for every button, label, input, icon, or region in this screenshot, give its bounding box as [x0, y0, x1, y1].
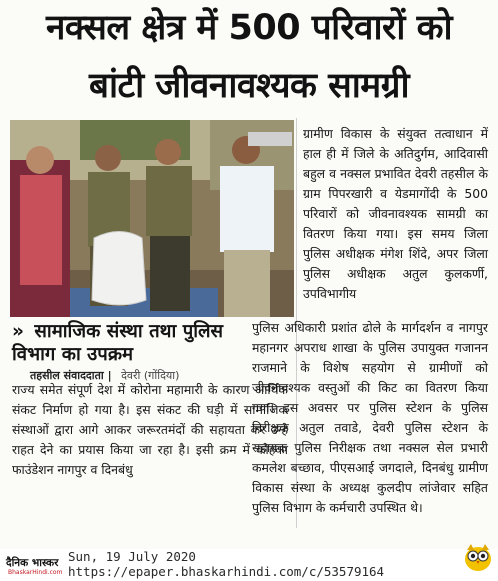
subheading-text: सामाजिक संस्था तथा पुलिस विभाग का उपक्रम [12, 321, 224, 365]
article-lower-right: पुलिस अधिकारी प्रशांत ढोले के मार्गदर्शन व नागपुर महानगर अपराध शाखा के पुलिस उपायुक्त गजानन राजमाने के विशेष सहयोग से ग्रामीणों को जीवनावश्यक वस्तुओं की किट का वितरण किया गया। इस अवसर पर पुलिस स्टेशन के पुलिस निरीक्षक अतुल तवाडे, देवरी पुलिस स्टेशन के सहायक पुलिस निरीक्षक तथा नक्सल सेल प्रभारी कमलेश बच्छाव, पीएसआई जगदाले, दिनबंधु ग्रामीण विकास संस्था के अध्यक्ष कुलदीप लांजेवार सहित पुलिस विभाग के कर्मचारी उपस्थित थे। [252, 320, 488, 515]
logo-hindi-text: दैनिक भास्कर [6, 557, 59, 569]
headline-line-2: बांटी जीवनावश्यक सामग्री [88, 66, 410, 106]
subheading [12, 320, 246, 366]
publish-date: Sun, 19 July 2020 [68, 549, 196, 564]
news-photo [10, 120, 294, 317]
headline-line-1: नक्सल क्षेत्र में 500 परिवारों को [45, 8, 453, 48]
byline-place: देवरी (गोंदिया) [121, 369, 180, 382]
source-url[interactable]: https://epaper.bhaskarhindi.com/c/53579164 [68, 564, 385, 579]
epaper-footer [0, 549, 498, 581]
article-left-column: राज्य समेत संपूर्ण देश में कोरोना महामारी के कारण आर्थिक संकट निर्माण हो गया है। इस संकट की घड़ी में सामाजिक संस्थाओं द्वारा आगे आकर जरूरतमंदों की सहायता कर उन्हे राहत देने का प्रयास किया जा रहा है। इसी क्रम में कोहका फाउंडेशन नागपुर व दिनबंधु [12, 382, 288, 477]
subheading-marker: » [12, 321, 24, 342]
bhaskar-logo[interactable] [6, 556, 68, 576]
article-right-column: ग्रामीण विकास के संयुक्त तत्वाधान में हाल ही में जिले के अतिदुर्गम, आदिवासी बहुल व नक्सल प्रभावित देवरी तहसील के ग्राम पिपरखारी व येडमागोंदी के 500 परिवारों को जीवनावश्यक सामग्री का वितरण किया गया। इस समय जिला पुलिस अधीक्षक मंगेश शिंदे, अपर जिला पुलिस अधीक्षक अतुल कुलकर्णी, उपविभागीय [303, 126, 488, 301]
logo-sub-text: BhaskarHindi.com [8, 569, 63, 576]
owl-icon [462, 541, 494, 573]
byline-reporter: तहसील संवाददाता | [30, 369, 112, 382]
